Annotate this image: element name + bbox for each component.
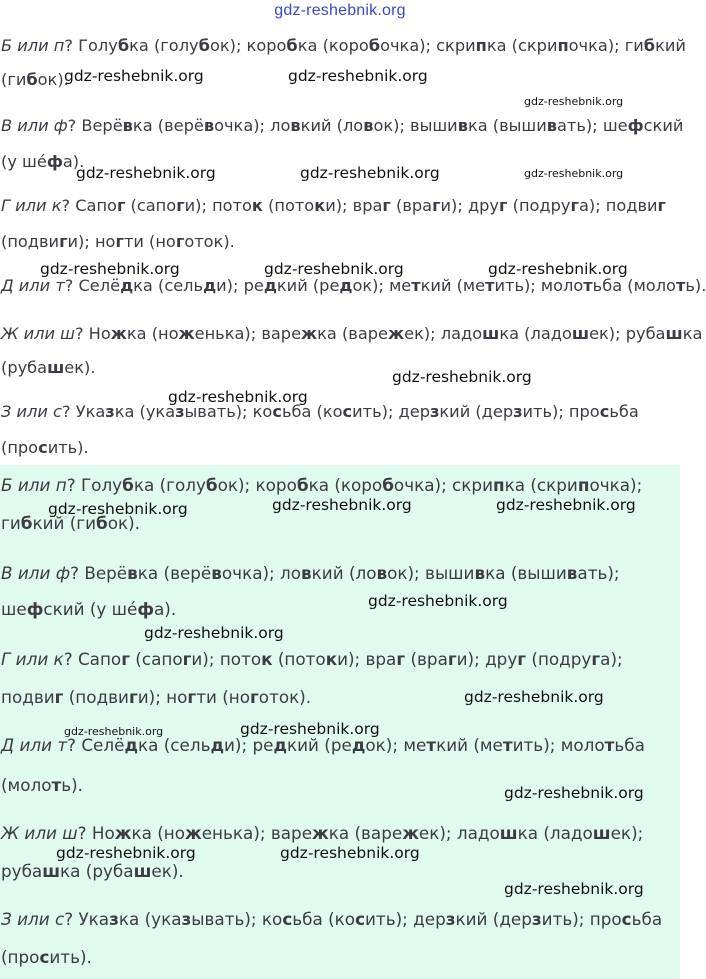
highlighted-letter: в <box>566 563 578 583</box>
text-run: ить). <box>49 947 92 967</box>
text-run: и); вра <box>325 196 383 215</box>
highlighted-letter: к <box>251 196 263 215</box>
text-run: ? Голу <box>66 475 123 495</box>
text-run: ь). <box>61 775 83 795</box>
highlighted-letter: ш <box>571 324 590 343</box>
highlighted-letter: г <box>447 649 457 669</box>
text-run: ка (варе <box>328 823 403 843</box>
watermark-text: gdz-reshebnik.org <box>56 844 196 862</box>
highlighted-letter: б <box>198 36 210 55</box>
text-run: ить); дер <box>365 909 446 929</box>
watermark-text: gdz-reshebnik.org <box>524 95 624 108</box>
watermark-text: gdz-reshebnik.org <box>40 260 180 278</box>
watermark-text: gdz-reshebnik.org <box>464 688 604 706</box>
text-run: ка (коро <box>297 36 369 55</box>
highlighted-letter: г <box>250 687 259 707</box>
highlighted-letter: г <box>54 687 64 707</box>
highlighted-letter: в <box>363 116 374 135</box>
highlighted-letter: в <box>290 116 301 135</box>
highlighted-letter: д <box>124 735 138 755</box>
text-run: кий (ре <box>276 276 340 295</box>
text-run: ок); выши <box>373 116 458 135</box>
highlighted-letter: т <box>485 276 495 295</box>
text-run: оток). <box>258 687 312 707</box>
highlighted-letter: ж <box>388 324 405 343</box>
highlighted-letter: г <box>570 196 579 215</box>
text-run: ьба (ко <box>292 909 356 929</box>
text-run: ка (но <box>126 324 179 343</box>
highlighted-letter: с <box>599 402 610 421</box>
text-run: енька); варе <box>194 324 302 343</box>
text-run: ок); коро <box>217 475 297 495</box>
letter-pair-label: В или ф <box>1 116 68 135</box>
text-run: (сапо <box>125 196 177 215</box>
text-run: ать); ше <box>557 116 628 135</box>
text-run: ек); ладо <box>404 324 483 343</box>
highlighted-letter: с <box>39 947 50 967</box>
highlighted-letter: г <box>187 687 197 707</box>
text-run: оток). <box>184 232 235 251</box>
highlighted-letter: ф <box>627 116 644 135</box>
text-run: ек); <box>610 823 644 843</box>
highlighted-letter: ж <box>110 324 127 343</box>
highlighted-letter: в <box>203 116 215 135</box>
text-run: ек); руба <box>589 324 666 343</box>
highlighted-letter: б <box>96 513 108 533</box>
highlighted-letter: б <box>286 36 298 55</box>
text-run: кий (дер <box>439 402 514 421</box>
text-run: а); <box>600 649 623 669</box>
highlighted-letter: с <box>272 402 282 421</box>
highlighted-letter: п <box>557 36 569 55</box>
highlighted-letter: б <box>122 475 134 495</box>
text-run: ? Сапо <box>63 649 122 669</box>
text-run: ить); про <box>541 909 622 929</box>
text-run: и); пото <box>191 649 262 669</box>
highlighted-letter: г <box>432 196 441 215</box>
text-run: очка); ло <box>221 563 302 583</box>
text-run: ка (варе <box>317 324 388 343</box>
highlighted-letter: з <box>105 402 115 421</box>
highlighted-letter: ш <box>47 358 65 377</box>
watermark-text: gdz-reshebnik.org <box>496 496 636 514</box>
highlighted-letter: б <box>296 475 309 495</box>
letter-pair-label: Ж или ш <box>1 823 78 843</box>
text-run: а). <box>154 599 177 619</box>
text-run: кий (дер <box>455 909 532 929</box>
text-run: и); вра <box>337 649 397 669</box>
text-run: ывать); ко <box>191 909 283 929</box>
letter-pair-label: Д или т <box>1 276 65 295</box>
highlighted-letter: г <box>115 232 124 251</box>
text-run: и); ре <box>224 735 274 755</box>
highlighted-letter: з <box>181 909 192 929</box>
text-run: ? Селё <box>64 276 121 295</box>
text-run: ка (выши <box>467 116 547 135</box>
highlighted-letter: в <box>122 116 133 135</box>
highlighted-letter: п <box>475 36 487 55</box>
text-run: очка); ги <box>568 36 644 55</box>
text-run: кий (ло <box>311 563 377 583</box>
highlighted-letter: в <box>457 116 468 135</box>
text-run: очка); ло <box>214 116 291 135</box>
highlighted-letter: з <box>445 909 456 929</box>
highlighted-letter: г <box>517 649 527 669</box>
text-run: ? Верё <box>70 563 128 583</box>
highlighted-letter: б <box>205 475 218 495</box>
text-run: кий (ло <box>300 116 364 135</box>
highlighted-letter: к <box>261 649 273 669</box>
text-run: ьба (моло <box>592 276 676 295</box>
text-line <box>1 276 706 296</box>
text-run: (пото <box>272 649 326 669</box>
text-run: ка (сель <box>133 276 204 295</box>
text-run: ать); <box>577 563 620 583</box>
text-run: ок); ме <box>365 735 427 755</box>
highlighted-letter: в <box>127 563 138 583</box>
highlighted-letter: ш <box>133 861 152 881</box>
watermark-text: gdz-reshebnik.org <box>504 880 644 898</box>
text-run: ить). <box>47 438 89 457</box>
letter-pair-label: З или с <box>1 402 62 421</box>
text-line <box>1 599 176 619</box>
highlighted-letter: ш <box>42 861 61 881</box>
highlighted-letter: с <box>621 909 632 929</box>
text-run: (руба <box>1 358 48 377</box>
text-run: ка (скри <box>486 36 558 55</box>
text-run: ок); коро <box>209 36 287 55</box>
watermark-text: gdz-reshebnik.org <box>272 496 412 514</box>
text-run: ский <box>643 116 684 135</box>
highlighted-letter: з <box>175 402 185 421</box>
highlighted-letter: б <box>117 36 130 55</box>
text-run: кий (ги <box>32 513 97 533</box>
highlighted-letter: д <box>203 276 217 295</box>
text-run: ывать); ко <box>184 402 273 421</box>
text-run: ка (но <box>131 823 186 843</box>
highlighted-letter: д <box>351 735 366 755</box>
highlighted-letter: т <box>502 735 513 755</box>
text-line <box>1 909 662 929</box>
watermark-text: gdz-reshebnik.org <box>524 167 624 180</box>
highlighted-letter: ш <box>665 324 683 343</box>
text-run: и); дру <box>440 196 500 215</box>
text-run: ка (коро <box>308 475 383 495</box>
text-run: ить); моло <box>512 735 605 755</box>
text-run: ек); ладо <box>418 823 500 843</box>
text-run: (подви <box>63 687 129 707</box>
text-run: ь). <box>685 276 706 295</box>
text-run: подви <box>1 687 55 707</box>
text-run: ? Но <box>74 324 111 343</box>
highlighted-letter: с <box>355 909 366 929</box>
text-line <box>1 861 184 881</box>
text-run: енька); варе <box>201 823 313 843</box>
letter-pair-label: Б или п <box>1 36 65 55</box>
text-run: (подви <box>1 232 60 251</box>
text-run: ка (скри <box>504 475 578 495</box>
text-run: и); пото <box>184 196 252 215</box>
text-run: ? Селё <box>67 735 125 755</box>
highlighted-letter: г <box>382 196 391 215</box>
highlighted-letter: п <box>492 475 505 495</box>
text-run: и); но <box>137 687 188 707</box>
highlighted-letter: г <box>59 232 68 251</box>
text-run: ек). <box>151 861 184 881</box>
text-run: ка (ладо <box>517 823 593 843</box>
highlighted-letter: ж <box>301 324 318 343</box>
text-run: ? Ука <box>61 402 106 421</box>
highlighted-letter: ф <box>26 599 44 619</box>
text-run: ? Верё <box>67 116 123 135</box>
text-line <box>1 70 69 90</box>
highlighted-letter: т <box>675 276 686 295</box>
highlighted-letter: т <box>604 735 615 755</box>
text-run: ти (но <box>196 687 251 707</box>
text-run: (про <box>1 947 40 967</box>
text-run: кий (ре <box>287 735 352 755</box>
highlighted-letter: д <box>263 276 277 295</box>
text-run: и); дру <box>456 649 518 669</box>
text-line <box>1 735 645 755</box>
header-watermark: gdz-reshebnik.org <box>274 2 406 19</box>
text-run: ка (ука <box>118 909 182 929</box>
text-run: ок). <box>37 70 69 89</box>
watermark-text: gdz-reshebnik.org <box>64 725 164 738</box>
letter-pair-label: В или ф <box>1 563 71 583</box>
text-line <box>1 947 92 967</box>
highlighted-letter: ф <box>137 599 155 619</box>
highlighted-letter: д <box>339 276 353 295</box>
letter-pair-label: Г или к <box>1 649 64 669</box>
watermark-text: gdz-reshebnik.org <box>488 260 628 278</box>
highlighted-letter: г <box>128 687 138 707</box>
text-run: а); подви <box>578 196 658 215</box>
text-run: ше <box>1 599 27 619</box>
text-line <box>1 36 686 56</box>
text-run: ок); выши <box>387 563 475 583</box>
text-line <box>1 196 666 216</box>
text-run: ьба <box>609 402 639 421</box>
text-run: (вра <box>405 649 448 669</box>
highlighted-letter: в <box>301 563 312 583</box>
highlighted-letter: ш <box>592 823 611 843</box>
text-run: и); но <box>67 232 116 251</box>
highlighted-letter: в <box>474 563 486 583</box>
text-run: ка (голу <box>133 475 206 495</box>
letter-pair-label: Г или к <box>1 196 62 215</box>
text-line <box>1 687 311 707</box>
text-run: ка (ука <box>114 402 176 421</box>
text-run: (моло <box>1 775 52 795</box>
highlighted-letter: ж <box>114 823 132 843</box>
text-run: ти (но <box>123 232 176 251</box>
highlighted-letter: ж <box>178 324 195 343</box>
highlighted-letter: п <box>577 475 590 495</box>
text-line <box>1 649 623 669</box>
watermark-text: gdz-reshebnik.org <box>288 67 428 85</box>
highlighted-letter: г <box>116 196 126 215</box>
highlighted-letter: т <box>411 276 421 295</box>
highlighted-letter: в <box>211 563 222 583</box>
highlighted-letter: г <box>176 196 185 215</box>
watermark-text: gdz-reshebnik.org <box>392 368 532 386</box>
letter-pair-label: Д или т <box>1 735 68 755</box>
highlighted-letter: з <box>109 909 119 929</box>
text-line <box>1 232 235 252</box>
highlighted-letter: б <box>20 513 33 533</box>
text-run: ьба (ко <box>281 402 343 421</box>
text-run: ок); ме <box>352 276 412 295</box>
highlighted-letter: к <box>325 649 338 669</box>
highlighted-letter: г <box>121 649 130 669</box>
text-run: ? Сапо <box>61 196 117 215</box>
text-run: очка); скри <box>393 475 493 495</box>
watermark-text: gdz-reshebnik.org <box>144 624 284 642</box>
text-line <box>1 775 83 795</box>
highlighted-letter: с <box>342 402 353 421</box>
highlighted-letter: к <box>314 196 326 215</box>
highlighted-letter: т <box>426 735 437 755</box>
text-run: ка (верё <box>137 563 212 583</box>
text-run: ьба <box>631 909 663 929</box>
text-run: кий (ме <box>436 735 503 755</box>
text-run: (про <box>1 438 39 457</box>
highlighted-letter: б <box>643 36 656 55</box>
highlighted-letter: г <box>396 649 406 669</box>
watermark-text: gdz-reshebnik.org <box>300 164 440 182</box>
highlighted-letter: з <box>430 402 440 421</box>
text-run: (подру <box>526 649 592 669</box>
text-run: ка (ладо <box>499 324 572 343</box>
highlighted-letter: в <box>546 116 558 135</box>
text-line <box>1 324 702 344</box>
watermark-text: gdz-reshebnik.org <box>280 844 420 862</box>
highlighted-letter: г <box>657 196 666 215</box>
text-line <box>1 475 642 495</box>
text-run: ка (руба <box>60 861 134 881</box>
text-run: ка (голу <box>129 36 199 55</box>
watermark-text: gdz-reshebnik.org <box>504 784 644 802</box>
highlighted-letter: д <box>273 735 288 755</box>
text-run: кий <box>655 36 686 55</box>
text-run: ка (выши <box>485 563 567 583</box>
watermark-text: gdz-reshebnik.org <box>168 388 308 406</box>
letter-pair-label: Б или п <box>1 475 67 495</box>
text-line <box>1 152 84 172</box>
text-line <box>1 358 95 378</box>
highlighted-letter: з <box>531 909 542 929</box>
text-run: (ги <box>1 70 27 89</box>
text-run: (сапо <box>129 649 183 669</box>
highlighted-letter: г <box>182 649 192 669</box>
highlighted-letter: г <box>499 196 508 215</box>
highlighted-letter: ш <box>482 324 500 343</box>
highlighted-letter: ж <box>185 823 202 843</box>
text-run: (у шé <box>1 152 47 171</box>
watermark-text: gdz-reshebnik.org <box>76 164 216 182</box>
text-run: ить); моло <box>494 276 584 295</box>
highlighted-letter: з <box>513 402 523 421</box>
text-run: (подру <box>507 196 571 215</box>
highlighted-letter: в <box>376 563 388 583</box>
highlighted-letter: г <box>175 232 185 251</box>
highlighted-letter: б <box>368 36 381 55</box>
text-run: ить); про <box>522 402 600 421</box>
highlighted-letter: с <box>282 909 293 929</box>
highlighted-letter: б <box>382 475 394 495</box>
highlighted-letter: г <box>591 649 601 669</box>
watermark-text: gdz-reshebnik.org <box>240 720 380 738</box>
text-run: ить); дер <box>352 402 430 421</box>
letter-pair-label: Ж или ш <box>1 324 75 343</box>
highlighted-letter: с <box>38 438 48 457</box>
text-run: (вра <box>390 196 433 215</box>
highlighted-letter: т <box>51 775 62 795</box>
text-run: ка (сель <box>138 735 211 755</box>
letter-pair-label: З или с <box>1 909 65 929</box>
text-run: а). <box>62 152 85 171</box>
highlighted-letter: ж <box>312 823 329 843</box>
text-line <box>1 563 620 583</box>
watermark-text: gdz-reshebnik.org <box>264 260 404 278</box>
text-run: ? Голу <box>64 36 118 55</box>
text-run: руба <box>1 861 43 881</box>
watermark-text: gdz-reshebnik.org <box>48 500 188 518</box>
watermark-text: gdz-reshebnik.org <box>368 592 508 610</box>
text-line <box>1 116 683 136</box>
text-run: ? Но <box>77 823 115 843</box>
text-run: ок). <box>107 513 141 533</box>
text-run: ский (у шé <box>43 599 138 619</box>
text-line <box>1 438 89 458</box>
highlighted-letter: ф <box>46 152 63 171</box>
highlighted-letter: д <box>120 276 134 295</box>
highlighted-letter: ш <box>499 823 518 843</box>
highlighted-letter: б <box>26 70 38 89</box>
text-run: ьба <box>614 735 645 755</box>
text-run: ка <box>682 324 703 343</box>
watermark-text: gdz-reshebnik.org <box>64 67 204 85</box>
text-run: кий (ме <box>420 276 486 295</box>
text-run: (пото <box>262 196 315 215</box>
text-section-white <box>0 28 706 465</box>
text-run: очка); <box>589 475 643 495</box>
text-run: ка (верё <box>132 116 204 135</box>
highlighted-letter: т <box>583 276 593 295</box>
text-run: очка); скри <box>380 36 476 55</box>
text-run: ек). <box>64 358 96 377</box>
text-run: ? Ука <box>64 909 110 929</box>
text-line <box>1 402 639 422</box>
highlighted-letter: ж <box>402 823 419 843</box>
text-run: ги <box>1 513 21 533</box>
text-line <box>1 823 643 843</box>
highlighted-letter: д <box>210 735 225 755</box>
text-run: и); ре <box>216 276 264 295</box>
